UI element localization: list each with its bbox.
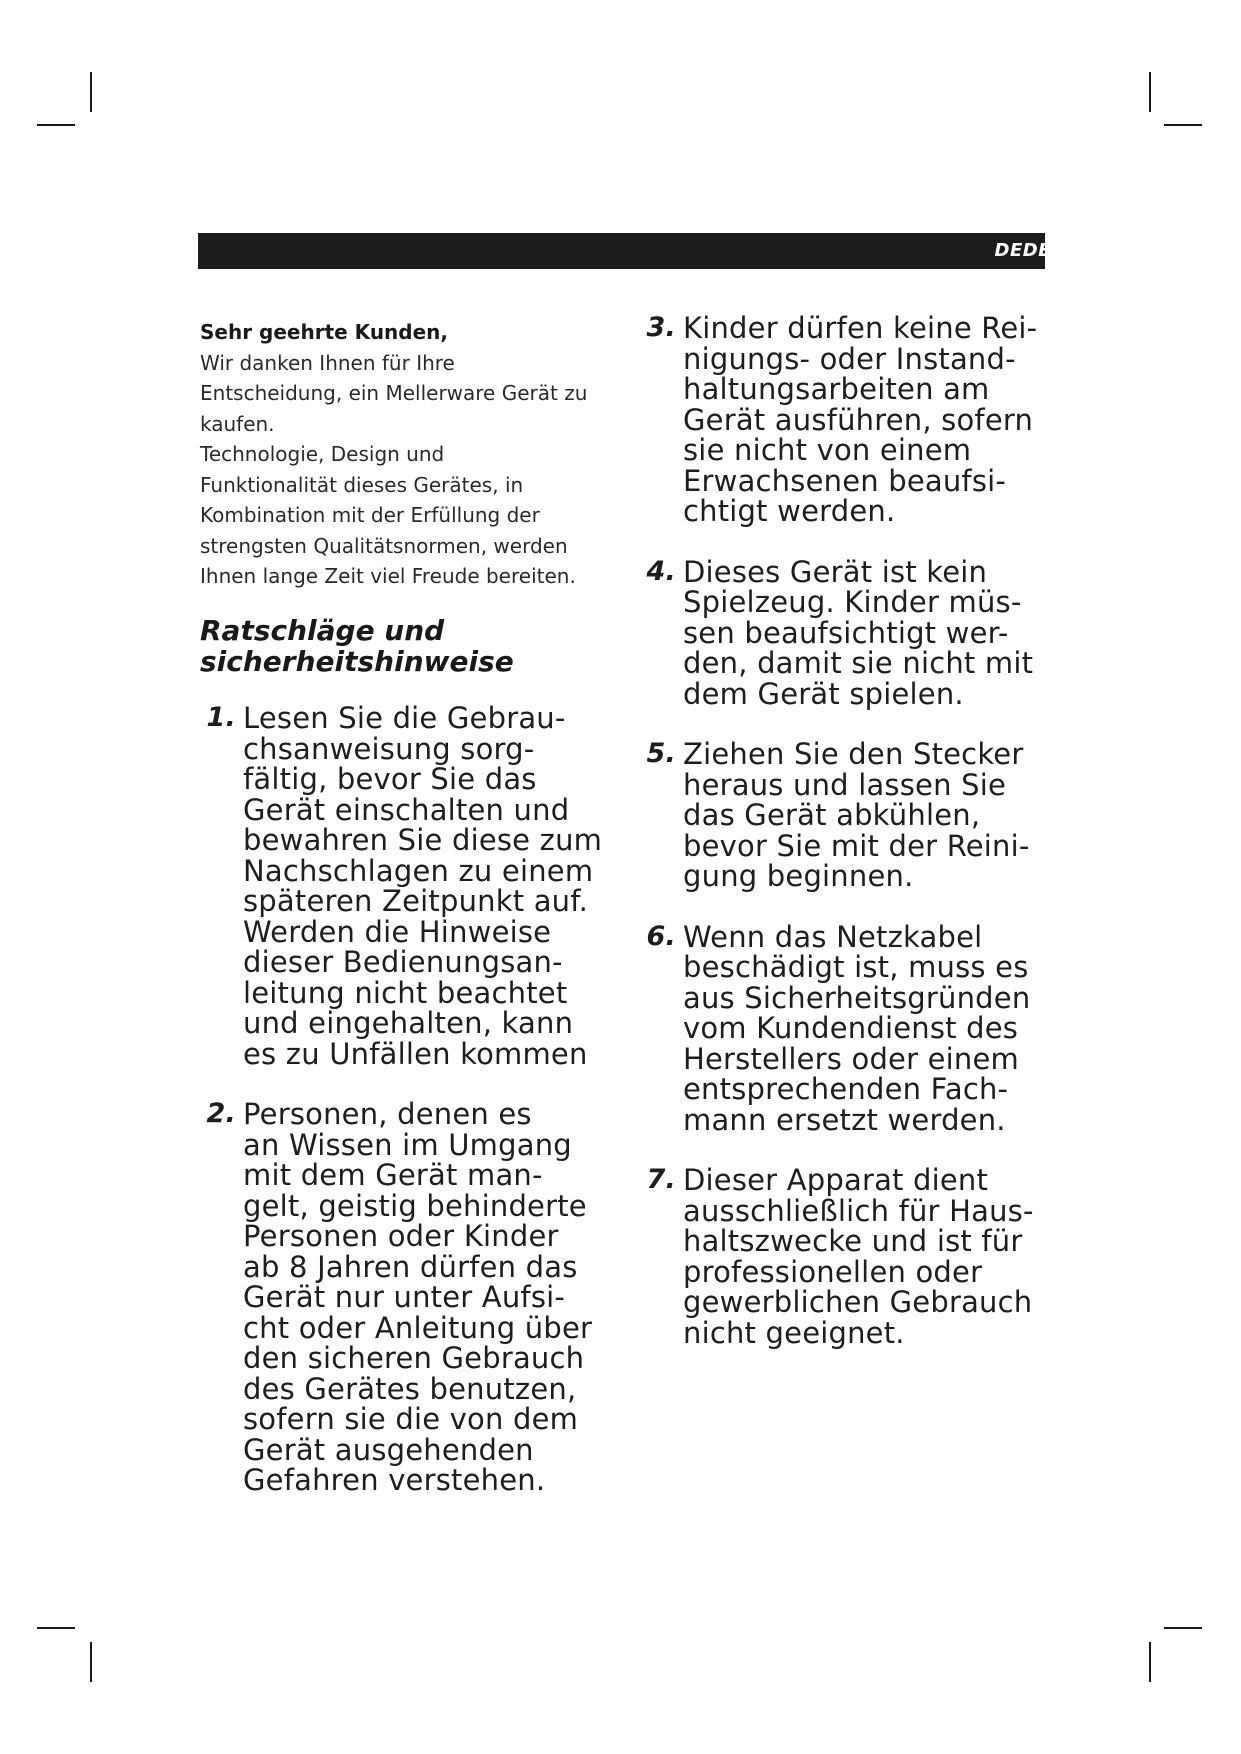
safety-list-right: [640, 313, 1060, 1348]
intro-block: [200, 317, 620, 592]
item-number: 2.: [206, 1098, 236, 1129]
item-text: Dieses Gerät ist kein Spielzeug. Kinder müs- sen beaufsichtigt wer- den, damit sie nicht mit dem Gerät spielen.: [683, 554, 1034, 711]
crop-mark-bottom-left-vertical: [90, 1642, 92, 1682]
safety-item-2: [200, 1099, 620, 1496]
item-number: 3.: [646, 312, 676, 343]
crop-mark-top-right-vertical: [1149, 72, 1151, 112]
safety-list-left: [200, 703, 620, 1496]
crop-mark-top-left-vertical: [90, 72, 92, 112]
crop-mark-bottom-right-horizontal: [1164, 1627, 1202, 1629]
header-bar: [198, 233, 1051, 269]
item-text: Kinder dürfen keine Rei- nigungs- oder Instand- haltungsarbeiten am Gerät ausführen, sofern sie nicht von einem Erwachsenen beaufsi- chtigt werden.: [683, 311, 1038, 528]
item-text: Wenn das Netzkabel beschädigt ist, muss es aus Sicherheitsgründen vom Kundendienst des Herstellers oder einem entsprechenden Fach- mann ersetzt werden.: [683, 919, 1031, 1137]
crop-mark-bottom-left-horizontal: [37, 1627, 75, 1629]
item-number: 7.: [646, 1164, 676, 1195]
item-number: 6.: [646, 920, 676, 952]
item-number: 1.: [206, 702, 236, 733]
section-title: Ratschläge und sicherheitshinweise: [200, 614, 514, 678]
greeting: Sehr geehrte Kunden,: [200, 320, 449, 344]
intro-paragraph-quality: Technologie, Design und Funktionalität dieses Gerätes, in Kombination mit der Erfüllung der strengsten Qualitätsnormen, werden Ihnen lange Zeit viel Freude bereiten.: [200, 442, 576, 588]
item-number: 5.: [646, 738, 676, 769]
safety-item-6: [640, 919, 1060, 1137]
crop-mark-top-right-horizontal: [1164, 124, 1202, 126]
item-text: Personen, denen es an Wissen im Umgang mit dem Gerät man- gelt, geistig behinderte Personen oder Kinder ab 8 Jahren dürfen das Gerät nur unter Aufsi- cht oder Anleitung über den sicheren Gebrauch des Gerätes benutzen, sofern sie die von dem Gerät ausgehenden Gefahren verstehen.: [243, 1097, 593, 1497]
safety-item-5: [640, 739, 1060, 892]
item-number: 4.: [646, 555, 676, 587]
safety-item-1: [200, 703, 620, 1069]
language-code: DEDE: [994, 240, 1051, 261]
intro-paragraph-thanks: Wir danken Ihnen für Ihre Entscheidung, ein Mellerware Gerät zu kaufen.: [200, 350, 588, 436]
item-text: Dieser Apparat dient ausschließlich für Haus- haltszwecke und ist für professionellen oder gewerblichen Gebrauch nicht geeignet.: [683, 1163, 1034, 1350]
item-text: Ziehen Sie den Stecker heraus und lassen Sie das Gerät abkühlen, bevor Sie mit der Reini- gung beginnen.: [683, 737, 1030, 893]
crop-mark-top-left-horizontal: [37, 124, 75, 126]
crop-mark-bottom-right-vertical: [1149, 1642, 1151, 1682]
safety-item-7: [640, 1165, 1060, 1348]
item-text: Lesen Sie die Gebrau- chsanweisung sorg- fältig, bevor Sie das Gerät einschalten und bewahren Sie diese zum Nachschlagen zu einem späteren Zeitpunkt auf. Werden die Hinweise dieser Bedienungsan- leitung nicht beachtet und eingehalten, kann es zu Unfällen kommen: [243, 701, 603, 1071]
safety-item-3: [640, 313, 1060, 527]
safety-item-4: [640, 554, 1060, 711]
